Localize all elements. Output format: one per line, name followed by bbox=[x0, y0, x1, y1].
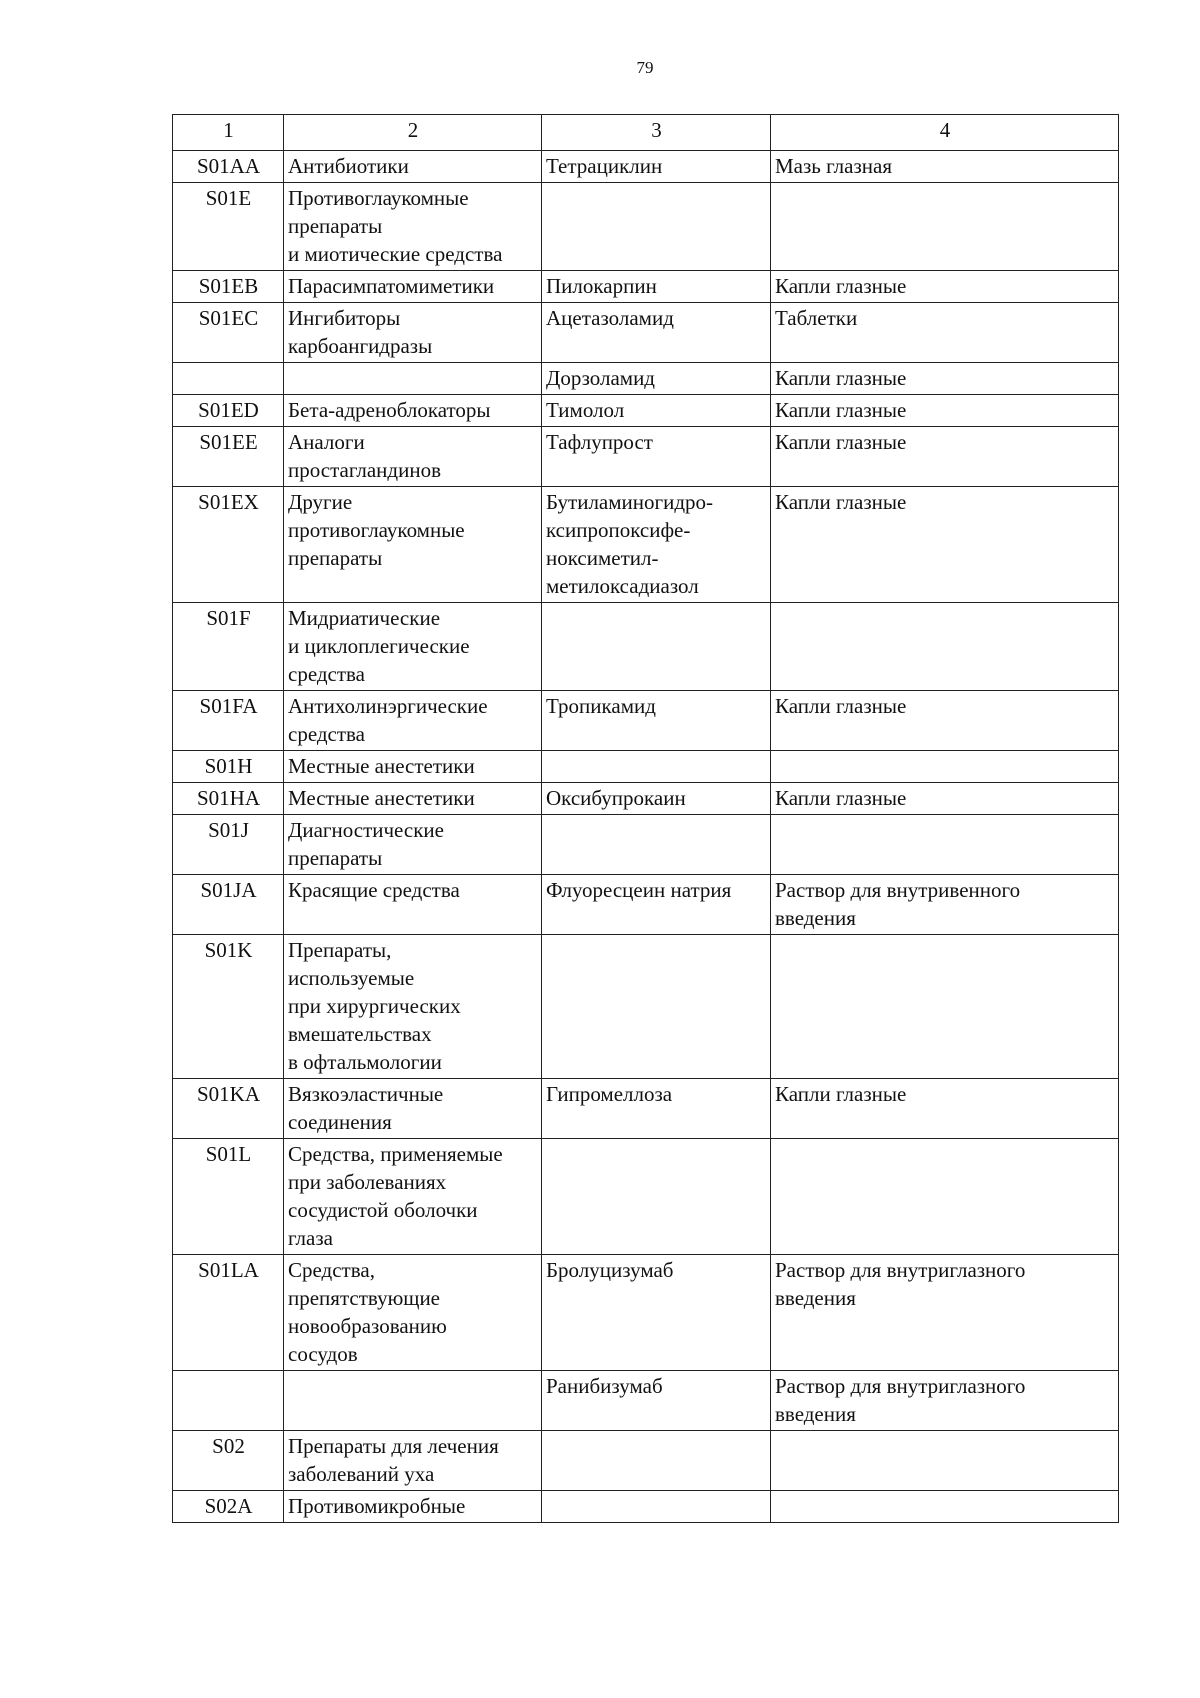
table-row bbox=[173, 1491, 1119, 1523]
page-number: 79 bbox=[636, 58, 654, 77]
table-row bbox=[173, 395, 1119, 427]
group-name-cell: Диагностические препараты bbox=[284, 815, 542, 875]
table-row bbox=[173, 151, 1119, 183]
table-row bbox=[173, 303, 1119, 363]
drug-name-cell bbox=[542, 815, 771, 875]
group-name-cell: Антихолинэргические средства bbox=[284, 691, 542, 751]
group-name-cell: Противомикробные bbox=[284, 1491, 542, 1523]
table-row bbox=[173, 487, 1119, 603]
drug-name-cell: Оксибупрокаин bbox=[542, 783, 771, 815]
group-name-cell: Мидриатические и циклоплегические средства bbox=[284, 603, 542, 691]
group-name-cell bbox=[284, 363, 542, 395]
table-row bbox=[173, 183, 1119, 271]
atc-code-cell: S01FA bbox=[173, 691, 284, 751]
atc-code-cell bbox=[173, 363, 284, 395]
drug-name-cell: Дорзоламид bbox=[542, 363, 771, 395]
header-cell-3: 3 bbox=[542, 115, 771, 151]
drug-name-cell: Бутиламиногидро- ксипропоксифе- ноксиметил- метилоксадиазол bbox=[542, 487, 771, 603]
group-name-cell: Местные анестетики bbox=[284, 751, 542, 783]
table-row bbox=[173, 815, 1119, 875]
atc-code-cell bbox=[173, 1371, 284, 1431]
group-name-cell: Средства, препятствующие новообразованию сосудов bbox=[284, 1255, 542, 1371]
atc-code-cell: S01JA bbox=[173, 875, 284, 935]
drug-name-cell bbox=[542, 935, 771, 1079]
drug-name-cell bbox=[542, 603, 771, 691]
drug-name-cell: Тропикамид bbox=[542, 691, 771, 751]
atc-code-cell: S01EX bbox=[173, 487, 284, 603]
atc-code-cell: S01LA bbox=[173, 1255, 284, 1371]
table-row bbox=[173, 603, 1119, 691]
group-name-cell: Местные анестетики bbox=[284, 783, 542, 815]
drug-name-cell: Тимолол bbox=[542, 395, 771, 427]
dosage-form-cell: Капли глазные bbox=[771, 487, 1119, 603]
atc-code-cell: S01EC bbox=[173, 303, 284, 363]
dosage-form-cell: Мазь глазная bbox=[771, 151, 1119, 183]
header-cell-2: 2 bbox=[284, 115, 542, 151]
drug-name-cell: Бролуцизумаб bbox=[542, 1255, 771, 1371]
group-name-cell: Парасимпатомиметики bbox=[284, 271, 542, 303]
table-row bbox=[173, 1079, 1119, 1139]
dosage-form-cell: Капли глазные bbox=[771, 363, 1119, 395]
dosage-form-cell bbox=[771, 935, 1119, 1079]
table-row bbox=[173, 783, 1119, 815]
drug-name-cell: Ранибизумаб bbox=[542, 1371, 771, 1431]
group-name-cell: Бета-адреноблокаторы bbox=[284, 395, 542, 427]
dosage-form-cell bbox=[771, 1139, 1119, 1255]
header-row bbox=[173, 115, 1119, 151]
table-row bbox=[173, 935, 1119, 1079]
group-name-cell: Вязкоэластичные соединения bbox=[284, 1079, 542, 1139]
group-name-cell: Препараты для лечения заболеваний уха bbox=[284, 1431, 542, 1491]
dosage-form-cell: Таблетки bbox=[771, 303, 1119, 363]
table-row bbox=[173, 1255, 1119, 1371]
drug-table-body bbox=[173, 115, 1119, 1523]
group-name-cell: Красящие средства bbox=[284, 875, 542, 935]
table-row bbox=[173, 1431, 1119, 1491]
dosage-form-cell: Раствор для внутривенного введения bbox=[771, 875, 1119, 935]
drug-name-cell: Тафлупрост bbox=[542, 427, 771, 487]
table-row bbox=[173, 751, 1119, 783]
atc-code-cell: S02 bbox=[173, 1431, 284, 1491]
table-row bbox=[173, 271, 1119, 303]
drug-name-cell bbox=[542, 751, 771, 783]
atc-code-cell: S01K bbox=[173, 935, 284, 1079]
atc-code-cell: S01EB bbox=[173, 271, 284, 303]
table-row bbox=[173, 363, 1119, 395]
drug-name-cell bbox=[542, 1139, 771, 1255]
dosage-form-cell bbox=[771, 815, 1119, 875]
header-cell-1: 1 bbox=[173, 115, 284, 151]
table-row bbox=[173, 875, 1119, 935]
group-name-cell: Ингибиторы карбоангидразы bbox=[284, 303, 542, 363]
atc-code-cell: S01J bbox=[173, 815, 284, 875]
atc-code-cell: S01ED bbox=[173, 395, 284, 427]
header-cell-4: 4 bbox=[771, 115, 1119, 151]
group-name-cell: Препараты, используемые при хирургических вмешательствах в офтальмологии bbox=[284, 935, 542, 1079]
dosage-form-cell: Капли глазные bbox=[771, 691, 1119, 751]
table-row bbox=[173, 427, 1119, 487]
atc-code-cell: S01HA bbox=[173, 783, 284, 815]
dosage-form-cell bbox=[771, 751, 1119, 783]
drug-name-cell: Ацетазоламид bbox=[542, 303, 771, 363]
dosage-form-cell: Капли глазные bbox=[771, 395, 1119, 427]
atc-code-cell: S01AA bbox=[173, 151, 284, 183]
table-row bbox=[173, 1371, 1119, 1431]
dosage-form-cell: Раствор для внутриглазного введения bbox=[771, 1255, 1119, 1371]
table-row bbox=[173, 691, 1119, 751]
drug-name-cell: Тетрациклин bbox=[542, 151, 771, 183]
group-name-cell: Средства, применяемые при заболеваниях сосудистой оболочки глаза bbox=[284, 1139, 542, 1255]
dosage-form-cell bbox=[771, 603, 1119, 691]
drug-name-cell: Пилокарпин bbox=[542, 271, 771, 303]
drug-name-cell: Флуоресцеин натрия bbox=[542, 875, 771, 935]
dosage-form-cell: Капли глазные bbox=[771, 783, 1119, 815]
atc-code-cell: S02A bbox=[173, 1491, 284, 1523]
group-name-cell: Другие противоглаукомные препараты bbox=[284, 487, 542, 603]
dosage-form-cell: Капли глазные bbox=[771, 271, 1119, 303]
drug-table bbox=[172, 114, 1119, 1523]
atc-code-cell: S01KA bbox=[173, 1079, 284, 1139]
atc-code-cell: S01EE bbox=[173, 427, 284, 487]
atc-code-cell: S01H bbox=[173, 751, 284, 783]
dosage-form-cell: Капли глазные bbox=[771, 427, 1119, 487]
group-name-cell bbox=[284, 1371, 542, 1431]
atc-code-cell: S01E bbox=[173, 183, 284, 271]
drug-name-cell bbox=[542, 1491, 771, 1523]
atc-code-cell: S01L bbox=[173, 1139, 284, 1255]
dosage-form-cell: Капли глазные bbox=[771, 1079, 1119, 1139]
drug-name-cell bbox=[542, 1431, 771, 1491]
drug-name-cell bbox=[542, 183, 771, 271]
group-name-cell: Противоглаукомные препараты и миотические средства bbox=[284, 183, 542, 271]
dosage-form-cell bbox=[771, 1431, 1119, 1491]
group-name-cell: Аналоги простагландинов bbox=[284, 427, 542, 487]
group-name-cell: Антибиотики bbox=[284, 151, 542, 183]
dosage-form-cell: Раствор для внутриглазного введения bbox=[771, 1371, 1119, 1431]
atc-code-cell: S01F bbox=[173, 603, 284, 691]
table-row bbox=[173, 1139, 1119, 1255]
dosage-form-cell bbox=[771, 1491, 1119, 1523]
drug-name-cell: Гипромеллоза bbox=[542, 1079, 771, 1139]
dosage-form-cell bbox=[771, 183, 1119, 271]
